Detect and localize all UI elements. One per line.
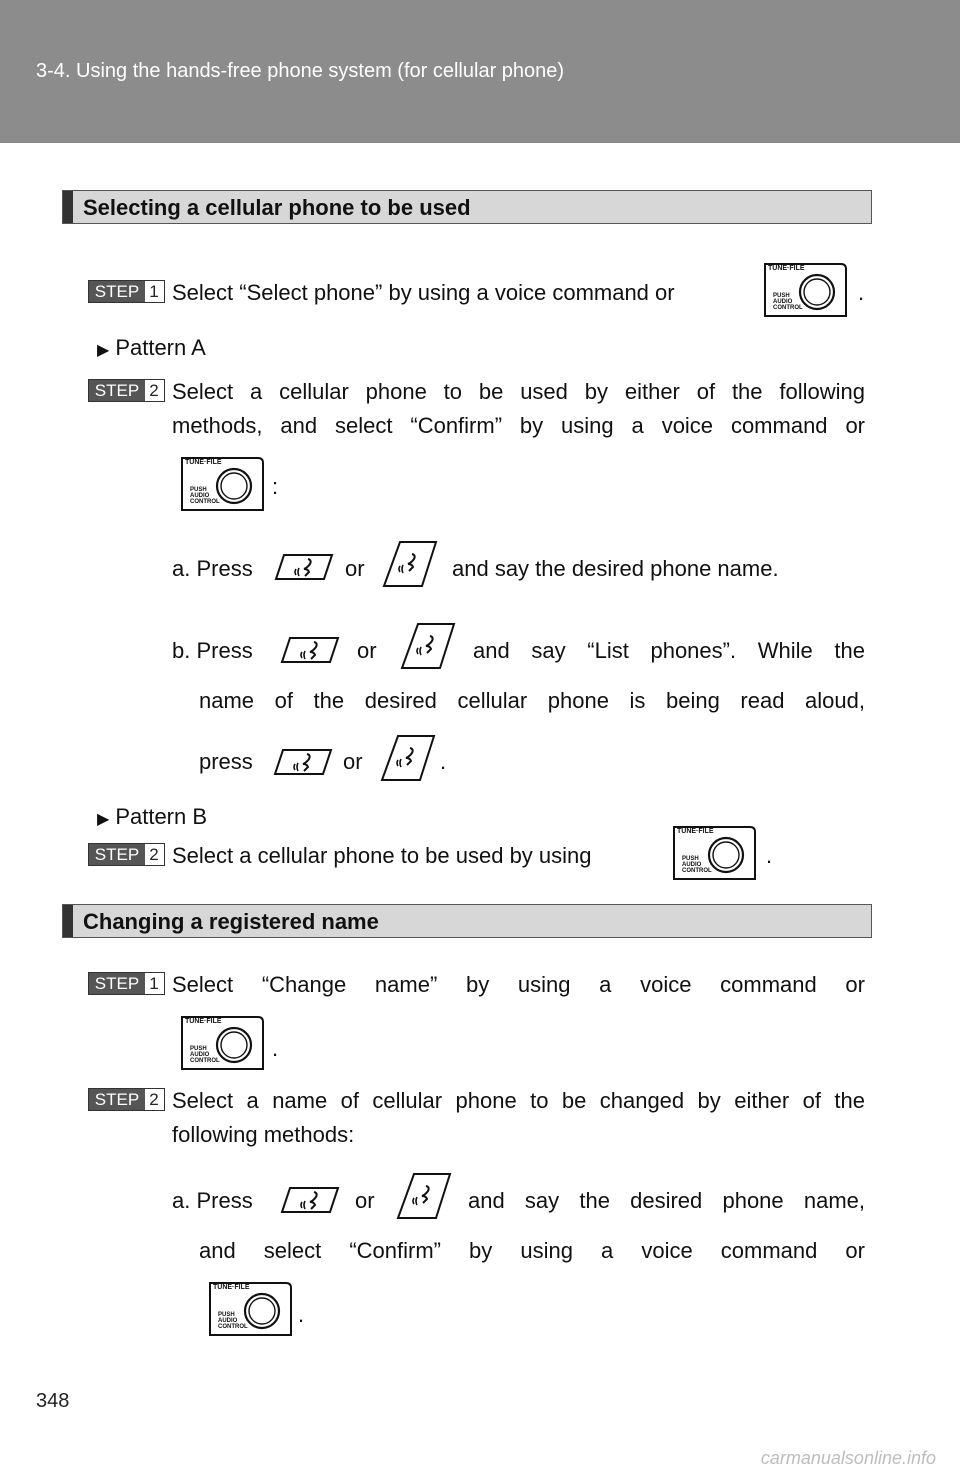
period: . — [298, 1302, 305, 1327]
triangle-bullet-icon: ▶ — [97, 811, 110, 828]
header-title: 3-4. Using the hands-free phone system (for cellular phone) — [36, 60, 565, 82]
or-text: or — [343, 749, 363, 774]
list-item-text: and select “Confirm” by using a voice command or — [199, 1238, 865, 1263]
talk-switch-icon — [396, 1172, 452, 1220]
talk-switch-icon — [273, 748, 333, 776]
tune-file-knob-icon: TUNE·FILE PUSH AUDIO CONTROL — [180, 456, 265, 512]
step-text: following methods: — [172, 1122, 355, 1147]
section-title: Changing a registered name — [83, 909, 379, 934]
watermark: carmanualsonline.info — [760, 1448, 936, 1468]
talk-switch-icon — [280, 636, 340, 664]
list-item-text: and say the desired phone name. — [452, 556, 779, 581]
step-text: methods, and select “Confirm” by using a voice command or — [172, 413, 865, 438]
page-number: 348 — [36, 1390, 70, 1412]
step-text: Select a cellular phone to be used by using — [172, 843, 592, 868]
tune-file-knob-icon: TUNE·FILE PUSH AUDIO CONTROL — [672, 825, 757, 881]
tune-file-knob-icon: TUNE·FILE PUSH AUDIO CONTROL — [763, 262, 848, 318]
list-item-a: a. Press — [172, 556, 253, 581]
list-item-text: press — [199, 749, 253, 774]
step-badge: STEP 1 — [88, 972, 165, 995]
section-bar-change-name — [62, 904, 872, 938]
or-text: or — [355, 1188, 375, 1213]
step-badge: STEP 2 — [88, 379, 165, 402]
triangle-bullet-icon: ▶ — [97, 342, 110, 359]
list-item-a: a. Press — [172, 1188, 253, 1213]
talk-switch-icon — [274, 553, 334, 581]
step-text: Select “Change name” by using a voice command or — [172, 972, 865, 997]
period: . — [272, 1036, 279, 1061]
step-badge: STEP 2 — [88, 1088, 165, 1111]
step-badge: STEP 2 — [88, 843, 165, 866]
tune-file-knob-icon: TUNE·FILE PUSH AUDIO CONTROL — [208, 1281, 293, 1337]
pattern-heading: ▶ Pattern A — [97, 335, 206, 364]
list-item-b: b. Press — [172, 638, 253, 663]
step-badge: STEP 1 — [88, 280, 165, 303]
period: . — [440, 749, 447, 774]
talk-switch-icon — [382, 540, 438, 588]
or-text: or — [357, 638, 377, 663]
colon: : — [272, 474, 279, 499]
talk-switch-icon — [280, 1186, 340, 1214]
step-text: Select “Select phone” by using a voice command or — [172, 280, 675, 305]
section-bar-select-phone — [62, 190, 872, 224]
step-text: Select a name of cellular phone to be changed by either of the — [172, 1088, 865, 1113]
or-text: or — [345, 556, 365, 581]
list-item-text: name of the desired cellular phone is being read aloud, — [199, 688, 865, 713]
period: . — [858, 280, 865, 305]
section-title: Selecting a cellular phone to be used — [83, 195, 471, 220]
step-text: Select a cellular phone to be used by either of the following — [172, 379, 865, 404]
period: . — [766, 843, 773, 868]
talk-switch-icon — [400, 622, 456, 670]
pattern-heading: ▶ Pattern B — [97, 804, 207, 833]
page-header — [0, 0, 960, 143]
list-item-text: and say “List phones”. While the — [473, 638, 865, 663]
talk-switch-icon — [380, 734, 436, 782]
tune-file-knob-icon: TUNE·FILE PUSH AUDIO CONTROL — [180, 1015, 265, 1071]
list-item-text: and say the desired phone name, — [468, 1188, 865, 1213]
